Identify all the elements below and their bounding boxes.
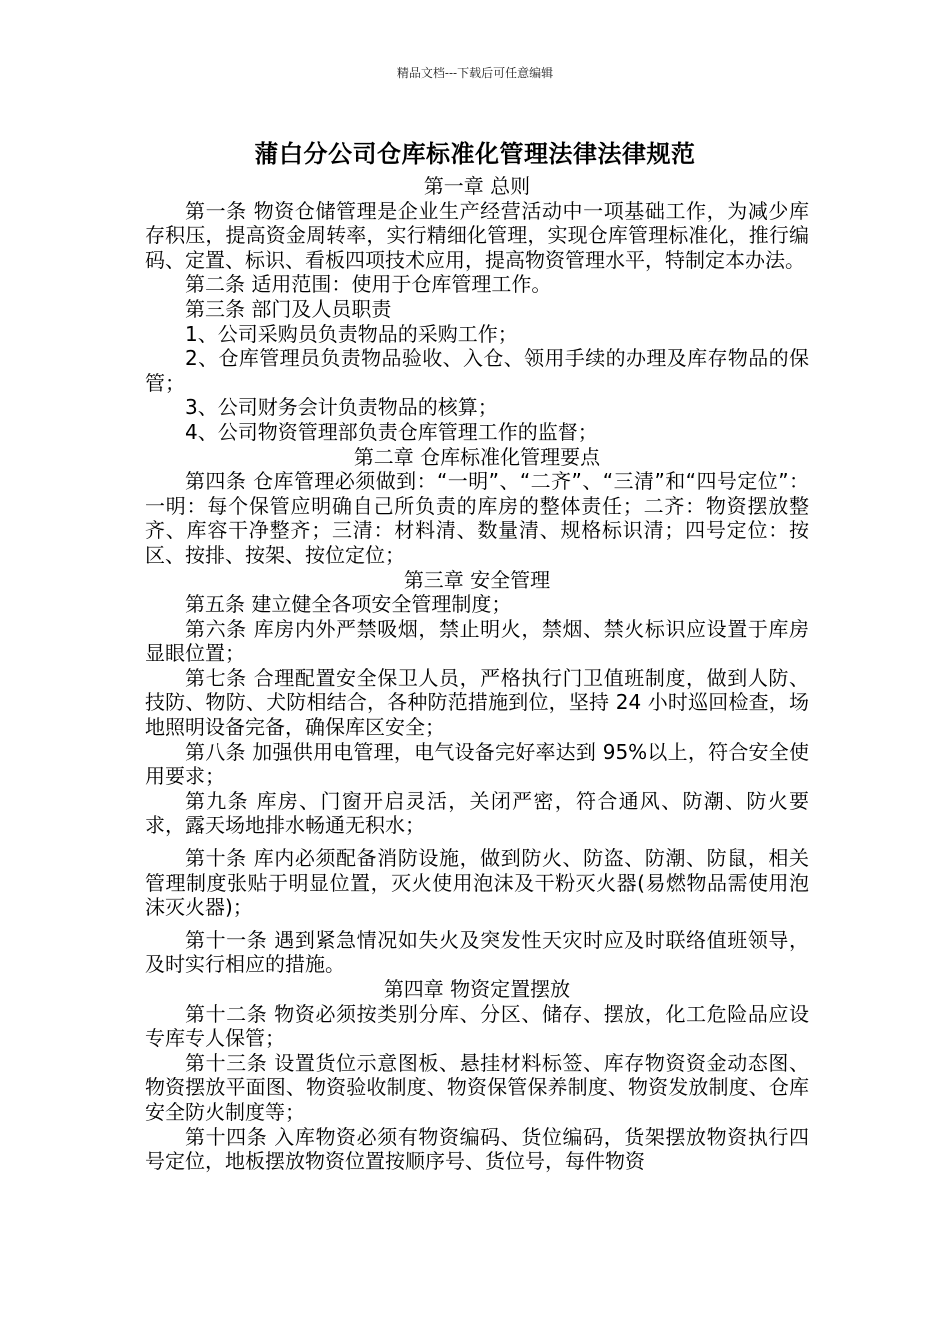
duty-item-1: 1、公司采购员负责物品的采购工作； (185, 321, 518, 346)
duty-item-4: 4、公司物资管理部负责仓库管理工作的监督； (185, 419, 598, 444)
article-9: 第九条 库房、门窗开启灵活，关闭严密，符合通风、防潮、防火要求，露天场地排水畅通无积水； (145, 788, 809, 838)
chapter-heading-3: 第三章 安全管理 (403, 567, 551, 592)
article-8: 第八条 加强供用电管理，电气设备完好率达到 95%以上，符合安全使用要求； (145, 739, 809, 789)
article-1: 第一条 物资仓储管理是企业生产经营活动中一项基础工作，为减少库存积压，提高资金周转率，实行精细化管理，实现仓库管理标准化，推行编码、定置、标识、看板四项技术应用，提高物资管理水平，特制定本办法。 (145, 198, 809, 272)
page-header: 精品文档---下载后可任意编辑 (396, 66, 554, 80)
article-2: 第二条 适用范围：使用于仓库管理工作。 (185, 272, 552, 297)
article-4: 第四条 仓库管理必须做到：“一明”、“二齐”、“三清”和“四号定位”：一明：每个保管应明确自己所负责的库房的整体责任；二齐：物资摆放整齐、库容干净整齐；三清：材料清、数量清、规格标识清；四号定位：按区、按排、按架、按位定位； (145, 469, 809, 567)
article-3: 第三条 部门及人员职责 (185, 296, 392, 321)
article-6: 第六条 库房内外严禁吸烟，禁止明火，禁烟、禁火标识应设置于库房显眼位置； (145, 616, 809, 666)
chapter-heading-4: 第四章 物资定置摆放 (383, 977, 571, 1001)
document-title: 蒲白分公司仓库标准化管理法律法律规范 (254, 140, 696, 168)
chapter-heading-1: 第一章 总则 (423, 174, 531, 198)
article-5: 第五条 建立健全各项安全管理制度； (185, 592, 512, 617)
article-14: 第十四条 入库物资必须有物资编码、货位编码，货架摆放物资执行四号定位，地板摆放物资位置按顺序号、货位号，每件物资 (145, 1124, 809, 1174)
article-10: 第十条 库内必须配备消防设施，做到防火、防盗、防潮、防鼠，相关管理制度张贴于明显位置，灭火使用泡沫及干粉灭火器(易燃物品需使用泡沫灭火器)； (145, 846, 809, 920)
article-13: 第十三条 设置货位示意图板、悬挂材料标签、库存物资资金动态图、物资摆放平面图、物资验收制度、物资保管保养制度、物资发放制度、仓库安全防火制度等； (145, 1050, 809, 1124)
article-7: 第七条 合理配置安全保卫人员，严格执行门卫值班制度，做到人防、技防、物防、犬防相结合，各种防范措施到位，坚持 24 小时巡回检查，场地照明设备完备，确保库区安全； (145, 665, 809, 740)
document-body (145, 174, 809, 1174)
article-12: 第十二条 物资必须按类别分库、分区、储存、摆放，化工危险品应设专库专人保管； (145, 1001, 809, 1051)
article-11: 第十一条 遇到紧急情况如失火及突发性天灾时应及时联络值班领导，及时实行相应的措施。 (145, 927, 809, 977)
duty-item-2: 2、仓库管理员负责物品验收、入仓、领用手续的办理及库存物品的保管； (145, 346, 809, 395)
duty-item-3: 3、公司财务会计负责物品的核算； (185, 395, 498, 420)
chapter-heading-2: 第二章 仓库标准化管理要点 (353, 444, 601, 469)
